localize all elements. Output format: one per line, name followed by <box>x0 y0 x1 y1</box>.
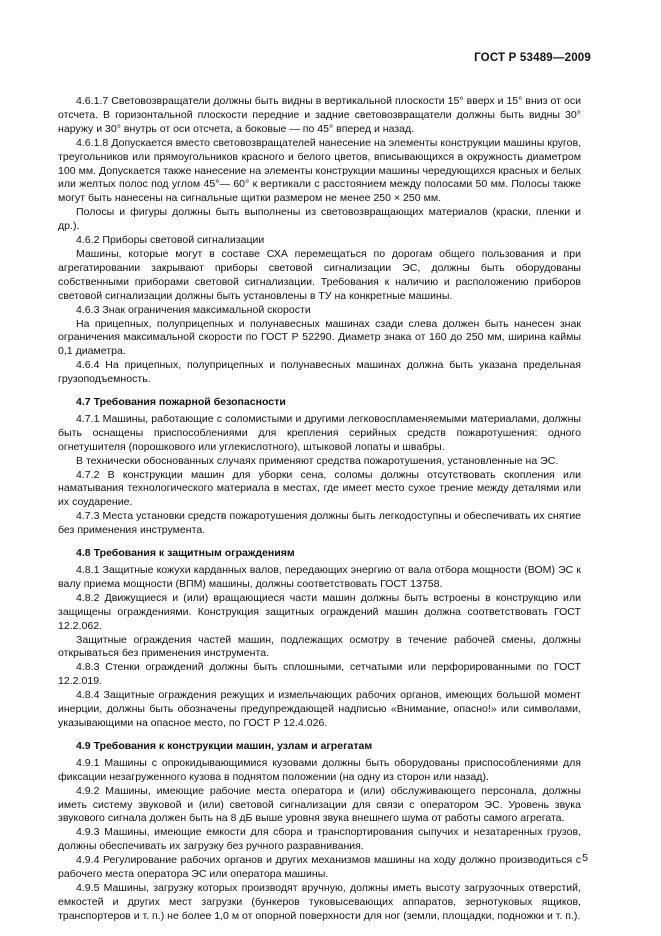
paragraph: 4.6.4 На прицепных, полуприцепных и полунавесных машинах должна быть указана предельная грузоподъемность. <box>58 359 581 386</box>
paragraph: Полосы и фигуры должны быть выполнены из световозвращающих материалов (краски, пленки и др.). <box>58 206 581 233</box>
paragraph: Машины, которые могут в составе СХА перемещаться по дорогам общего пользования и при агрегатировании закрывают приборы световой сигнализации ЭС, должны быть оборудованы собственными приборами световой сигнализации. Требования к наличию и расположению приборов световой сигнализации должны быть установлены в ТУ на конкретные машины. <box>58 247 581 302</box>
paragraph: В технически обоснованных случаях применяют средства пожаротушения, установленные на ЭС. <box>76 454 559 467</box>
paragraph: 4.8.1 Защитные кожухи карданных валов, передающих энергию от вала отбора мощности (ВОМ) ЭС к валу приема мощности (ВПМ) машины, должны соответствовать ГОСТ 13758. <box>58 564 581 590</box>
paragraph: 4.9.3 Машины, имеющие емкости для сбора и транспортирования сыпучих и незатаренных грузов, должны обеспечивать их загрузку без ручного разравнивания. <box>58 826 581 853</box>
paragraph: 4.7.1 Машины, работающие с соломистыми и другими легковоспламеняемыми материалами, должны быть оснащены приспособлениями для крепления серийных средств пожаротушения: одного огнетушителя (порошкового или углекислотного), штыковой лопаты и швабры. <box>58 412 581 453</box>
paragraph: 4.6.1.8 Допускается вместо световозвращателей нанесение на элементы конструкции машины кругов, треугольников или прямоугольников красного и белого цветов, вписывающихся в окружность диаметром 100 мм. Допускается также нанесение на элементы конструкции машины чередующихся красных и белых или желтых полос под углом 45°— 60° к вертикали с расстоянием между полосами 50 мм. Полосы также могут быть нанесены на сигнальные щитки размером не менее 250 × 250 мм. <box>58 136 581 205</box>
section-heading: 4.7 Требования пожарной безопасности <box>76 396 286 409</box>
paragraph: 4.9.1 Машины с опрокидывающимися кузовами должны быть оборудованы приспособлениями для фиксации незагруженного кузова в поднятом положении (на одну из сторон или назад). <box>58 756 581 783</box>
section-heading: 4.9 Требования к конструкции машин, узлам и агрегатам <box>76 739 373 752</box>
section-heading: 4.8 Требования к защитным ограждениям <box>76 547 295 560</box>
page-number: 5 <box>582 852 588 864</box>
paragraph: 4.7.2 В конструкции машин для уборки сена, соломы должны отсутствовать скопления или наматывания технологического материала в местах, где имеет место сухое трение между деталями или их соударение. <box>58 468 581 509</box>
paragraph: 4.7.3 Места установки средств пожаротушения должны быть легкодоступны и обеспечивать их снятие без применения инструмента. <box>58 510 581 537</box>
paragraph: 4.6.2 Приборы световой сигнализации <box>76 234 265 247</box>
paragraph: На прицепных, полуприцепных и полунавесных машинах сзади слева должен быть нанесен знак ограничения максимальной скорости по ГОСТ Р 52290. Диаметр знака от 160 до 250 мм, ширина каймы 0,1 диаметра. <box>58 317 581 358</box>
paragraph: 4.6.1.7 Световозвращатели должны быть видны в вертикальной плоскости 15° вверх и 15° вниз от оси отсчета. В горизонтальной плоскости передние и задние световозвращатели должны быть видны 30° наружу и 30° внутрь от оси отсчета, а боковые — по 45° вперед и назад. <box>58 95 581 135</box>
paragraph: 4.8.2 Движущиеся и (или) вращающиеся части машин должны быть встроены в конструкцию или защищены ограждениями. Конструкция защитных ограждений машин должна соответствовать ГОСТ 12.2.062. <box>58 591 581 632</box>
paragraph: Защитные ограждения частей машин, подлежащих осмотру в течение рабочей смены, должны открываться без применения инструмента. <box>58 633 581 660</box>
paragraph: 4.9.5 Машины, загрузку которых производят вручную, должны иметь высоту загрузочных отверстий, емкостей и других мест загрузки (бункеров туковысевающих аппаратов, зернотуковых ящиков, транспортеров и т. п.) не более 1,0 м от опорной поверхности для ног (земли, площадки, подножки и т. п.). <box>58 881 581 922</box>
document-header: ГОСТ Р 53489—2009 <box>474 52 591 64</box>
paragraph: 4.6.3 Знак ограничения максимальной скорости <box>76 303 311 316</box>
paragraph: 4.8.3 Стенки ограждений должны быть сплошными, сетчатыми или перфорированными по ГОСТ 12.2.019. <box>58 661 581 688</box>
paragraph: 4.9.4 Регулирование рабочих органов и других механизмов машины на ходу должно производиться с рабочего места оператора ЭС или оператора машины. <box>58 854 581 881</box>
document-body <box>58 95 581 924</box>
paragraph: 4.9.2 Машины, имеющие рабочие места оператора и (или) обслуживающего персонала, должны иметь систему звуковой и (или) световой сигнализации для связи с оператором ЭС. Уровень звука звукового сигнала должен быть на 8 дБ выше уровня звука внешнего шума от работы самого агрегата. <box>58 784 581 825</box>
paragraph: 4.8.4 Защитные ограждения режущих и измельчающих рабочих органов, имеющих большой момент инерции, должны быть обозначены предупреждающей надписью «Внимание, опасно!» или символами, указывающими на опасное место, по ГОСТ Р 12.4.026. <box>58 689 581 729</box>
